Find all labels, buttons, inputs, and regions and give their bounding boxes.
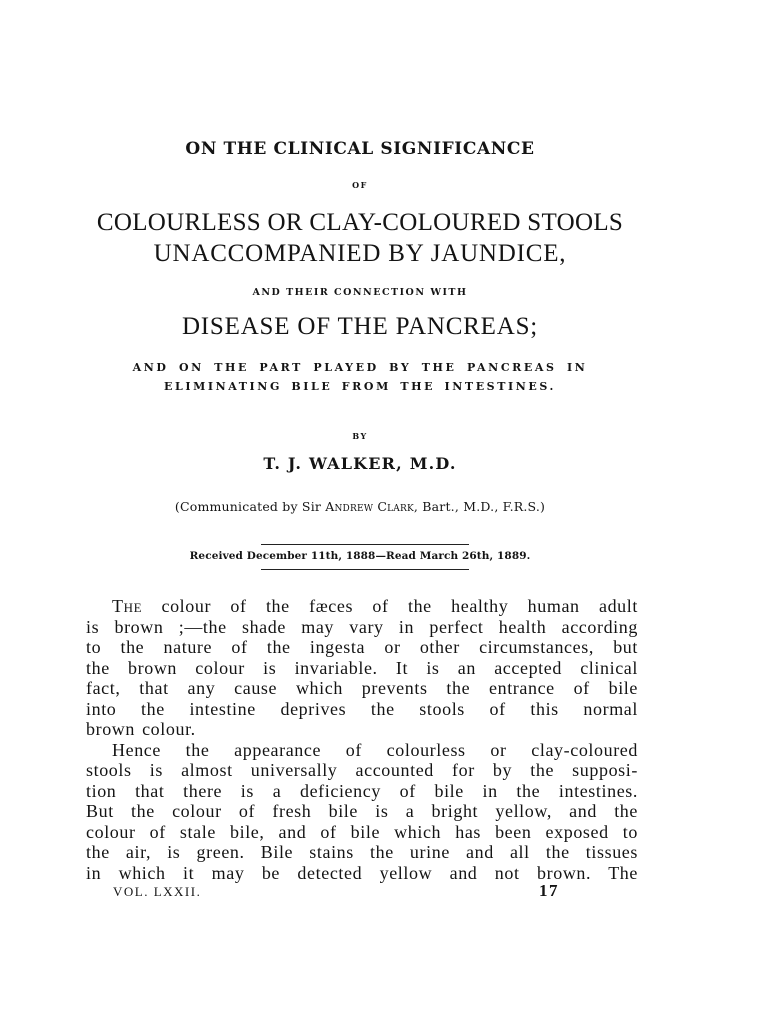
main-title-line-3: DISEASE OF THE PANCREAS;	[181, 313, 539, 340]
page-number: 17	[539, 881, 559, 900]
body-line: into the intestine deprives the stools of this normal	[86, 698, 638, 719]
body-line: stools is almost universally accounted for by the supposi-	[86, 760, 638, 780]
volume-label: VOL. LXXII.	[113, 884, 202, 899]
body-line: in which it may be detected yellow and not brown. The	[86, 862, 638, 883]
main-title-line-2: UNACCOMPANIED BY JAUNDICE,	[153, 240, 567, 267]
body-line: is brown ;—the shade may vary in perfect health according	[86, 616, 638, 637]
body-line	[86, 596, 638, 617]
body-line: brown colour.	[86, 719, 196, 739]
body-line: the air, is green. Bile stains the urine and all the tissues	[86, 842, 638, 862]
communicated-suffix: , Bart., M.D., F.R.S.)	[413, 499, 546, 514]
communicated-note	[0, 499, 720, 514]
body-line: colour of stale bile, and of bile which has been exposed to	[86, 821, 638, 842]
author-name: T. J. WALKER, M.D.	[263, 454, 457, 473]
body-line-text: colour of the fæces of the healthy human adult	[142, 596, 638, 616]
received-rule-bottom	[261, 569, 469, 570]
received-rule-top	[261, 544, 469, 545]
body-line: But the colour of fresh bile is a bright yellow, and the	[86, 801, 638, 821]
body-line: to the nature of the ingesta or other circumstances, but	[86, 637, 638, 657]
communicated-prefix: (Communicated by Sir	[174, 499, 326, 514]
communicated-name: Andrew Clark	[325, 499, 414, 514]
received-date: Received December 11th, 1888—Read March 26th, 1889.	[189, 550, 531, 562]
title-kicker: ON THE CLINICAL SIGNIFICANCE	[185, 139, 535, 159]
body-line: fact, that any cause which prevents the entrance of bile	[86, 678, 638, 698]
body-line: tion that there is a deficiency of bile in the intestines.	[86, 780, 638, 801]
subtitle-line-1: AND ON THE PART PLAYED BY THE PANCREAS IN	[132, 361, 588, 374]
subtitle-line-2: ELIMINATING BILE FROM THE INTESTINES.	[164, 380, 556, 393]
title-connection: AND THEIR CONNECTION WITH	[252, 287, 468, 298]
byline-by: BY	[352, 431, 368, 441]
title-of: OF	[352, 180, 368, 190]
body-line: the brown colour is invariable. It is an accepted clinical	[86, 657, 638, 678]
first-word: The	[112, 596, 143, 616]
body-line-text: Hence the appearance of colourless or clay-coloured	[112, 739, 638, 760]
body-line	[86, 740, 638, 761]
main-title-line-1: COLOURLESS OR CLAY-COLOURED STOOLS	[96, 209, 624, 236]
body-text	[86, 596, 638, 883]
